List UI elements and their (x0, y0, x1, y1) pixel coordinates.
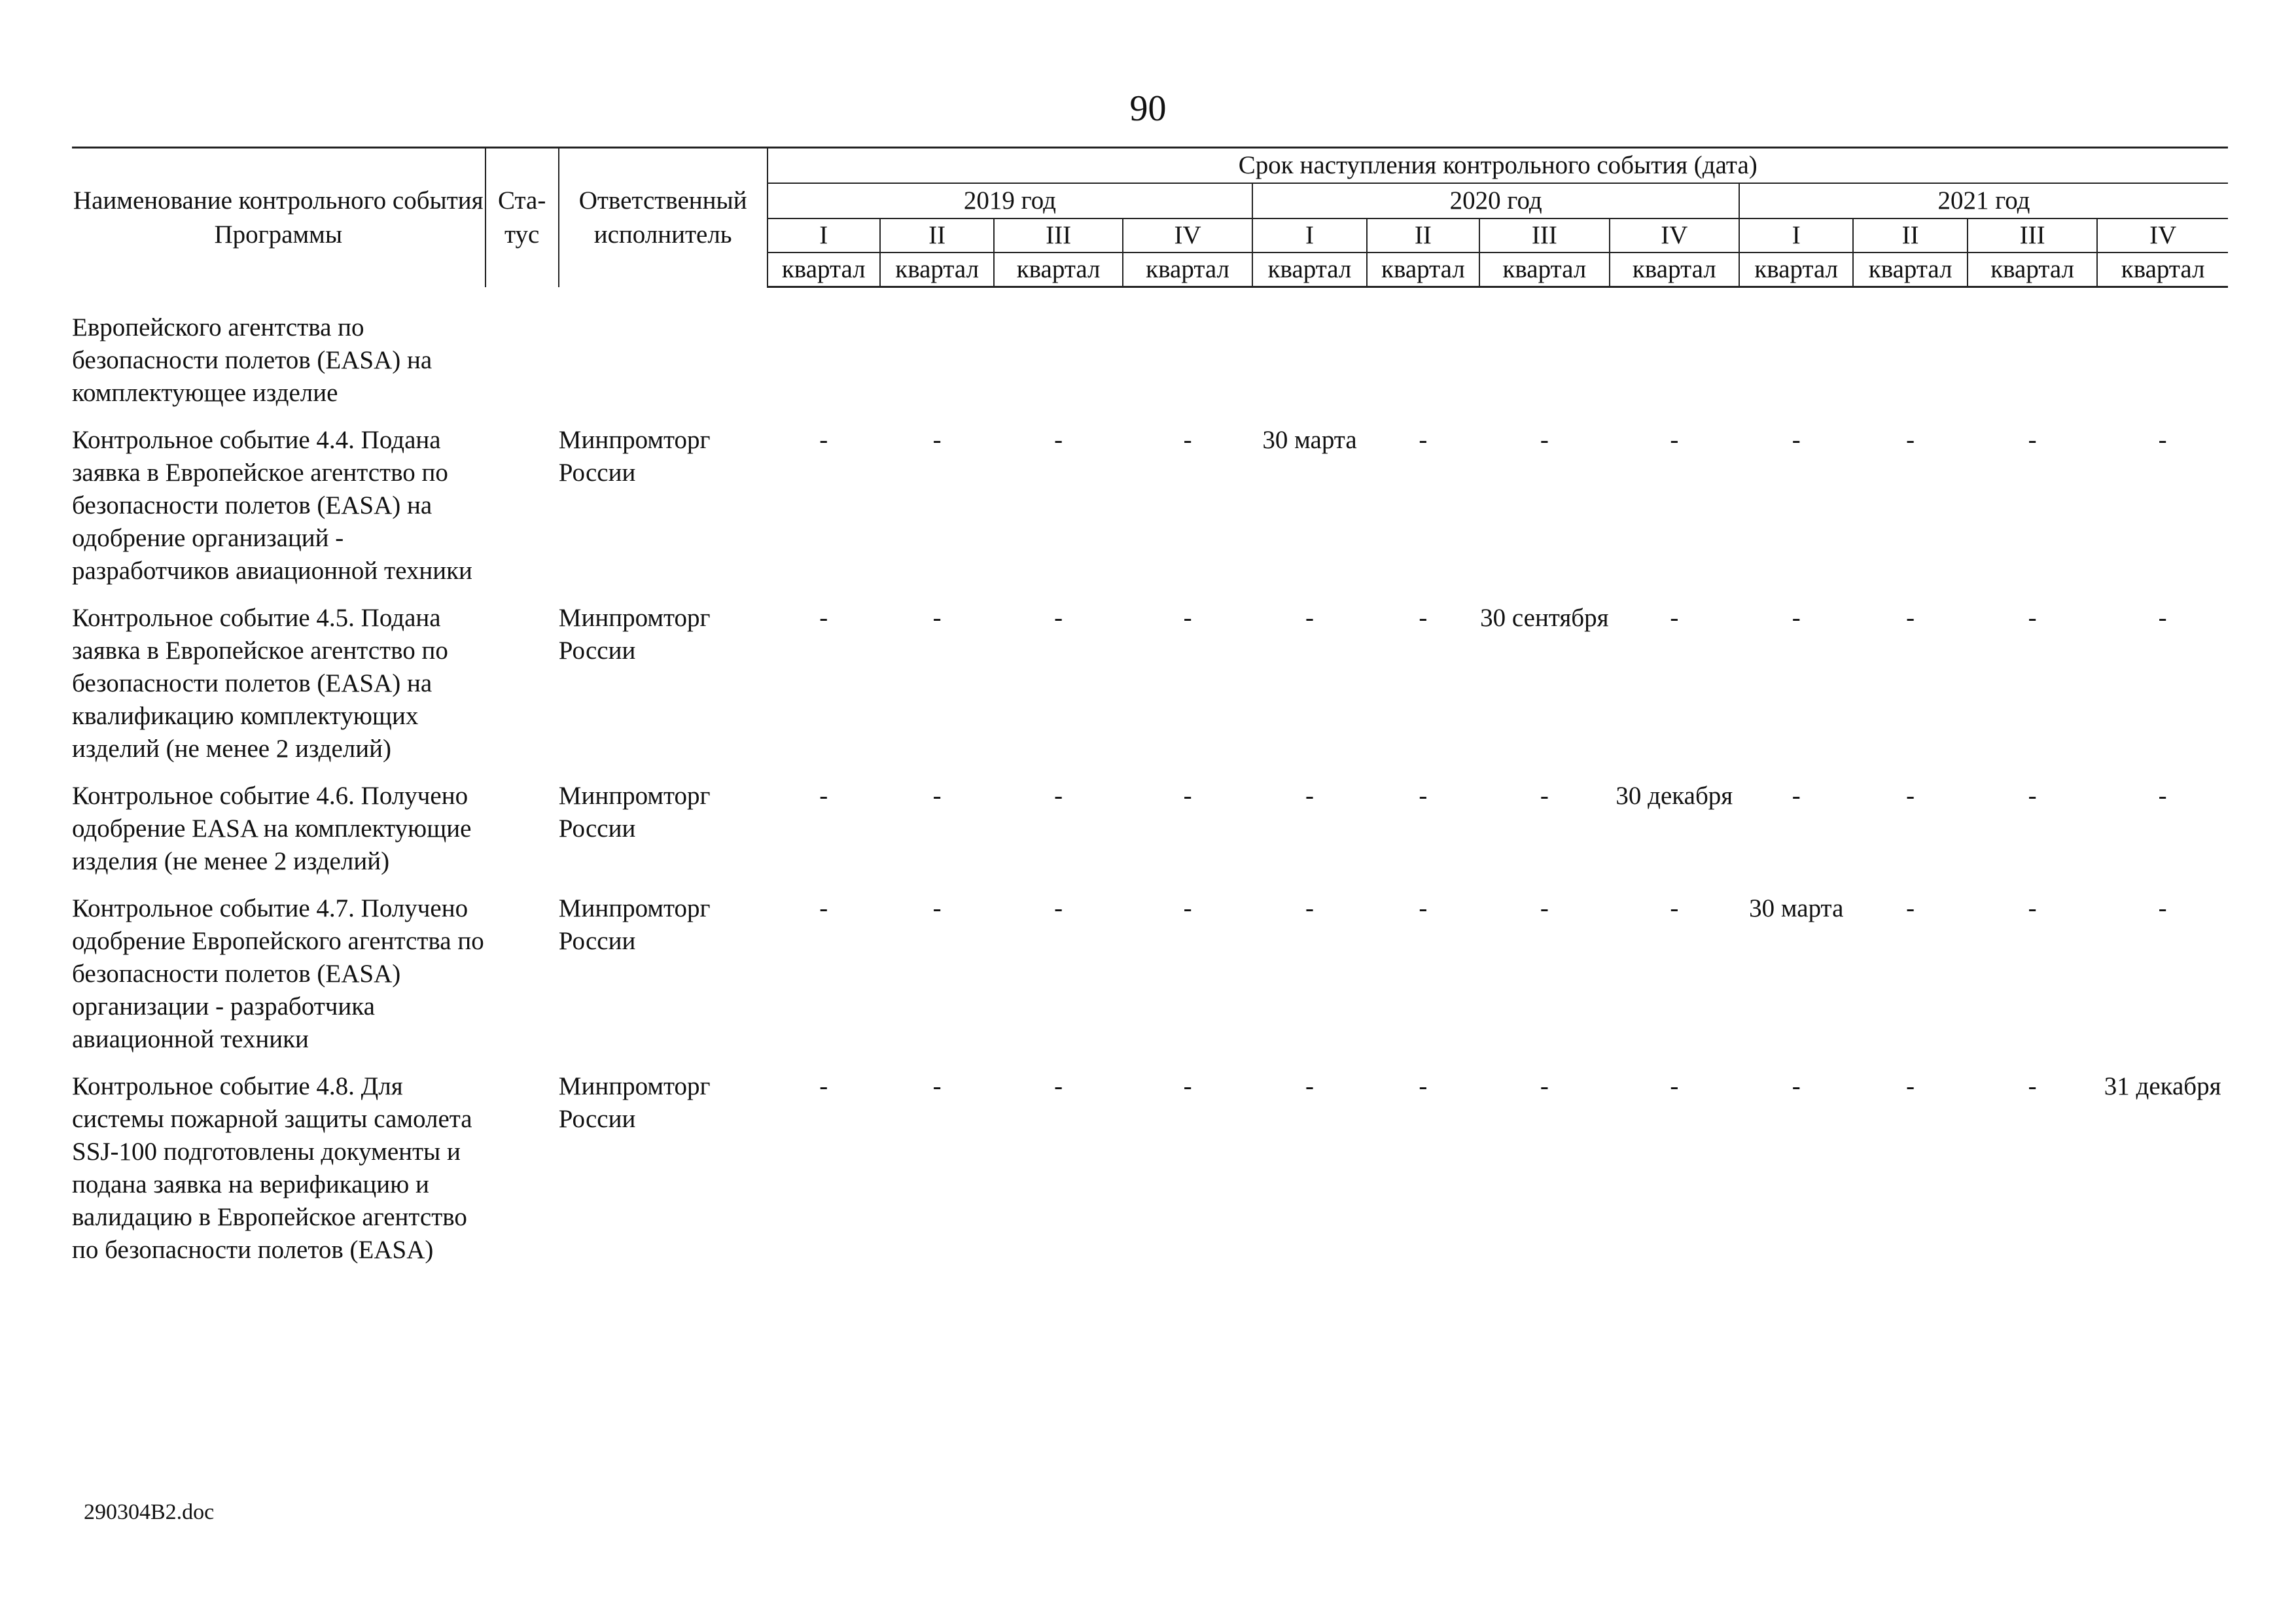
executor-cell: Минпромторг России (558, 426, 711, 487)
header-quarter-label: квартал (994, 253, 1122, 287)
quarter-date-cell: - (1183, 782, 1192, 810)
quarter-date-cell: 30 сентября (1480, 604, 1609, 632)
header-quarter-label: квартал (1968, 253, 2097, 287)
quarter-date-cell: - (2158, 894, 2167, 922)
quarter-date-cell (994, 311, 1122, 424)
header-year-2020: 2020 год (1252, 183, 1739, 218)
quarter-date-cell (1610, 311, 1739, 424)
table-row (72, 1070, 2228, 1281)
quarter-date-cell (880, 311, 994, 424)
quarter-date-cell: - (1792, 782, 1801, 810)
quarter-date-cell: - (1183, 894, 1192, 922)
executor-cell: Минпромторг России (558, 604, 711, 665)
table-header (72, 148, 2228, 287)
header-quarter-label: квартал (1739, 253, 1853, 287)
quarter-date-cell (1739, 311, 1853, 424)
status-cell (486, 424, 559, 602)
quarter-date-cell: - (932, 604, 942, 632)
quarter-date-cell: - (819, 604, 828, 632)
status-cell (486, 1070, 559, 1281)
quarter-date-cell: - (1054, 426, 1063, 454)
quarter-date-cell: - (1305, 782, 1314, 810)
header-quarter-numeral: I (1739, 218, 1853, 253)
header-quarter-label: квартал (2097, 253, 2228, 287)
table-row (72, 602, 2228, 780)
quarter-date-cell: - (1419, 782, 1428, 810)
quarter-date-cell (2097, 311, 2228, 424)
quarter-date-cell: - (932, 1072, 942, 1100)
executor-cell (559, 311, 768, 424)
quarter-date-cell: - (2028, 604, 2037, 632)
quarter-date-cell: - (1054, 604, 1063, 632)
header-quarter-numeral: III (1479, 218, 1609, 253)
quarter-date-cell: - (1054, 782, 1063, 810)
quarter-date-cell: - (1792, 426, 1801, 454)
event-name-cell: Европейского агентства по безопасности полетов (EASA) на комплектующее изделие (72, 313, 433, 407)
quarter-date-cell: - (1305, 894, 1314, 922)
quarter-date-cell: - (1540, 426, 1549, 454)
quarter-date-cell: - (819, 894, 828, 922)
quarter-date-cell: - (1906, 604, 1915, 632)
quarter-date-cell: - (1906, 1072, 1915, 1100)
quarter-date-cell: - (932, 782, 942, 810)
quarter-date-cell: 30 декабря (1616, 782, 1733, 810)
quarter-date-cell: 31 декабря (2104, 1072, 2221, 1100)
header-quarter-label: квартал (768, 253, 880, 287)
header-quarter-label: квартал (1367, 253, 1479, 287)
quarter-date-cell: - (819, 1072, 828, 1100)
quarter-date-cell: - (1419, 1072, 1428, 1100)
page-number: 90 (1129, 88, 1167, 129)
quarter-date-cell: - (2028, 782, 2037, 810)
header-name-col: Наименование контрольного события Программы (72, 148, 486, 287)
quarter-date-cell: - (1540, 782, 1549, 810)
quarter-date-cell: - (1419, 426, 1428, 454)
header-deadline-title: Срок наступления контрольного события (дата) (768, 148, 2228, 184)
header-quarter-label: квартал (1123, 253, 1252, 287)
header-quarter-numeral: I (768, 218, 880, 253)
quarter-date-cell: - (1906, 426, 1915, 454)
table-row (72, 892, 2228, 1070)
executor-cell: Минпромторг России (558, 894, 711, 955)
status-cell (486, 311, 559, 424)
header-quarter-numeral: I (1252, 218, 1366, 253)
quarter-date-cell: - (1419, 894, 1428, 922)
table-row (72, 424, 2228, 602)
header-quarter-label: квартал (1853, 253, 1967, 287)
header-year-2021: 2021 год (1739, 183, 2228, 218)
executor-cell: Минпромторг России (558, 782, 711, 843)
quarter-date-cell (1367, 311, 1479, 424)
event-name-cell: Контрольное событие 4.4. Подана заявка в Европейское агентство по безопасности полетов (EASA) на одобрение организаций - разработчиков авиационной техники (72, 426, 472, 585)
quarter-date-cell: - (1183, 1072, 1192, 1100)
header-quarter-label: квартал (1252, 253, 1366, 287)
quarter-date-cell: - (819, 782, 828, 810)
status-cell (486, 892, 559, 1070)
header-quarter-label: квартал (1610, 253, 1739, 287)
quarter-date-cell: - (1670, 426, 1679, 454)
table-row (72, 780, 2228, 892)
quarter-date-cell (768, 311, 880, 424)
header-quarter-label: квартал (880, 253, 994, 287)
table-body (72, 287, 2228, 1282)
quarter-date-cell: - (1305, 1072, 1314, 1100)
quarter-date-cell (1252, 311, 1366, 424)
status-cell (486, 602, 559, 780)
quarter-date-cell (1968, 311, 2097, 424)
quarter-date-cell: - (1540, 1072, 1549, 1100)
document-footer: 290304B2.doc (84, 1500, 215, 1524)
quarter-date-cell: - (1054, 1072, 1063, 1100)
quarter-date-cell: - (1183, 604, 1192, 632)
quarter-date-cell: - (2028, 894, 2037, 922)
header-executor-col: Ответственный исполнитель (559, 148, 768, 287)
quarter-date-cell: - (1419, 604, 1428, 632)
quarter-date-cell: - (1670, 1072, 1679, 1100)
control-events-table (72, 147, 2228, 1281)
quarter-date-cell: - (1305, 604, 1314, 632)
header-status-col: Ста- тус (486, 148, 559, 287)
quarter-date-cell: - (1183, 426, 1192, 454)
event-name-cell: Контрольное событие 4.7. Получено одобрение Европейского агентства по безопасности полетов (EASA) организации - разработчика авиационной техники (72, 894, 484, 1053)
header-quarter-numeral: IV (2097, 218, 2228, 253)
quarter-date-cell: - (2158, 604, 2167, 632)
quarter-date-cell: 30 марта (1749, 894, 1844, 922)
header-quarter-numeral: III (1968, 218, 2097, 253)
header-quarter-numeral: II (880, 218, 994, 253)
quarter-date-cell: - (2028, 1072, 2037, 1100)
quarter-date-cell: - (1792, 604, 1801, 632)
quarter-date-cell: - (1540, 894, 1549, 922)
table-row (72, 311, 2228, 424)
quarter-date-cell: - (1670, 604, 1679, 632)
quarter-date-cell: - (932, 894, 942, 922)
quarter-date-cell: - (819, 426, 828, 454)
quarter-date-cell: - (1670, 894, 1679, 922)
quarter-date-cell: - (2158, 782, 2167, 810)
event-name-cell: Контрольное событие 4.8. Для системы пожарной защиты самолета SSJ-100 подготовлены документы и подана заявка на верификацию и валидацию в Европейское агентство по безопасности полетов (EASA) (72, 1072, 472, 1264)
quarter-date-cell: - (2028, 426, 2037, 454)
quarter-date-cell: - (2158, 426, 2167, 454)
quarter-date-cell: - (1054, 894, 1063, 922)
header-year-2019: 2019 год (768, 183, 1253, 218)
header-quarter-numeral: IV (1123, 218, 1252, 253)
quarter-date-cell: 30 марта (1262, 426, 1357, 454)
header-quarter-label: квартал (1479, 253, 1609, 287)
header-quarter-numeral: III (994, 218, 1122, 253)
quarter-date-cell: - (932, 426, 942, 454)
event-name-cell: Контрольное событие 4.5. Подана заявка в Европейское агентство по безопасности полетов (EASA) на квалификацию комплектующих изделий (не менее 2 изделий) (72, 604, 448, 763)
executor-cell: Минпромторг России (558, 1072, 711, 1133)
quarter-date-cell (1479, 311, 1609, 424)
quarter-date-cell: - (1792, 1072, 1801, 1100)
header-quarter-numeral: II (1367, 218, 1479, 253)
quarter-date-cell (1853, 311, 1967, 424)
event-name-cell: Контрольное событие 4.6. Получено одобрение EASA на комплектующие изделия (не менее 2 изделий) (72, 782, 472, 875)
header-quarter-numeral: II (1853, 218, 1967, 253)
quarter-date-cell: - (1906, 782, 1915, 810)
quarter-date-cell (1123, 311, 1252, 424)
quarter-date-cell: - (1906, 894, 1915, 922)
header-quarter-numeral: IV (1610, 218, 1739, 253)
status-cell (486, 780, 559, 892)
